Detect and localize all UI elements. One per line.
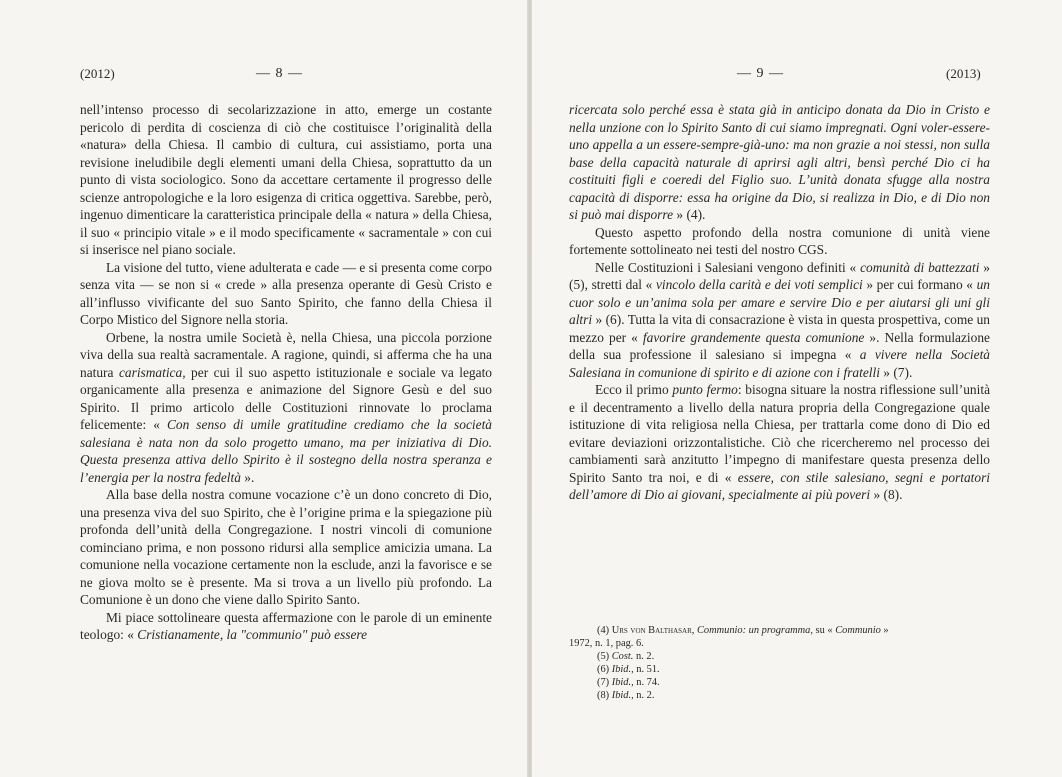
paragraph	[569, 101, 990, 224]
text-run: Orbene, la nostra umile Società è, nella Chiesa, una piccola porzione viva della sua realtà sacramentale. A ragione, quindi, si afferma che ha una natura	[80, 329, 492, 380]
italic-text-run: essere, con stile salesiano, segni e portatori dell’amore di Dio ai giovani, specialmente ai più poveri	[569, 469, 991, 502]
italic-text-run: Cristianamente, la "communio" può essere	[137, 627, 368, 642]
text-run: La visione del tutto, viene adulterata e cade — e si presenta come corpo senza vita — se non si « crede » alla presenza operante di Gesù Cristo e all’influsso vivificante del suo Santo Spirito, che fanno della Chiesa il Corpo Mistico del Signore nella storia.	[80, 259, 492, 327]
text-run: » (7).	[879, 364, 913, 380]
right-page-body	[569, 101, 990, 504]
text-run: » (6). Tutta la vita di consacrazione è vista in questa prospettiva, come un mezzo per «	[569, 312, 990, 345]
paragraph	[80, 259, 492, 329]
footnote: (6) Ibid., n. 51.	[597, 664, 660, 675]
footnote: (5) Cost. n. 2.	[597, 651, 655, 662]
left-page-number: — 8 —	[256, 66, 303, 81]
italic-text-run: favorire grandemente questa comunione	[642, 329, 865, 345]
text-run: per cui il suo aspetto istituzionale e sociale va legato organicamente alla presenza e animazione del Signore Gesù e del suo Spirito. Il primo articolo delle Costituzioni rinnovate lo proclama felicemente: «	[80, 364, 492, 432]
italic-text-run: comunità di battezzati	[860, 259, 980, 275]
italic-text-run: punto fermo	[672, 382, 738, 397]
italic-text-run: carismatica,	[118, 364, 186, 380]
paragraph	[80, 486, 492, 609]
text-run: Questo aspetto profondo della nostra comunione di unità viene fortemente sottolineato nei testi del nostro CGS.	[569, 224, 990, 257]
italic-text-run: ricercata solo perché essa è stata già in anticipo donata da Dio in Cristo e nella unzione con lo Spirito Santo di cui siamo impregnati. Ogni voler-essere-uno appella a un essere-sempre-già-uno: ma non grazie a noi stessi, non sulla base della capacità naturale di aprirsi agli altri, bensì perché Dio ci ha costituiti figli e coeredi del Figlio suo. L’unità donata sfugge alla nostra capacità di disporre: essa ha origine da Dio, si realizza in Dio, e di Dio non si può mai disporre	[569, 102, 990, 222]
text-run: » per cui formano «	[862, 277, 977, 292]
right-page-year: (2013)	[946, 66, 981, 81]
footnote: (7) Ibid., n. 74.	[597, 677, 660, 688]
text-run: Mi piace sottolineare questa affermazione con le parole di un eminente teologo: «	[80, 609, 492, 642]
footnotes	[569, 624, 990, 702]
paragraph	[80, 101, 492, 259]
text-run: ». Nella formulazione della sua professione il salesiano si impegna «	[569, 329, 990, 362]
footnote: (8) Ibid., n. 2.	[597, 690, 655, 701]
left-page	[0, 0, 529, 777]
paragraph	[80, 329, 492, 487]
right-page-number: — 9 —	[737, 66, 784, 81]
text-run: Alla base della nostra comune vocazione c’è un dono concreto di Dio, una presenza viva del suo Spirito, che è l’origine prima e la spiegazione più profonda dell’unità della Congregazione. I nostri vincoli di comunione cominciano prima, e non possono ridursi alla semplice amicizia umana. La comunione nella vocazione certamente non la esclude, anzi la favorisce e se ne giova molto se è presente. Ma si trova a un livello più profondo. La Comunione è un dono che viene dallo Spirito Santo.	[80, 487, 492, 607]
paragraph	[80, 609, 492, 644]
text-run: » (4).	[673, 207, 706, 222]
paragraph	[569, 224, 990, 259]
text-run: ».	[240, 469, 255, 485]
text-run: » (5), stretti dal «	[569, 259, 991, 292]
right-page	[531, 0, 1062, 777]
text-run: : bisogna situare la nostra riflessione sull’unità e il decentramento a livello della natura propria della Congregazione quale istituzione di vita religiosa nella Chiesa, per trattarla come dono di Dio ed evitare deviazioni orizzontalistiche. Ciò che ricercheremo nel processo dei cambiamenti sarà anzitutto l’impegno di manifestare questa presenza dello Spirito Santo tra noi, e di «	[569, 382, 991, 485]
paragraph	[569, 381, 990, 504]
text-run: Nelle Costituzioni i Salesiani vengono definiti «	[595, 259, 861, 275]
text-run: nell’intenso processo di secolarizzazione in atto, emerge un costante pericolo di perdita di coscienza di ciò che costituisce l’originalità della «natura» della Chiesa. Il cambio di cultura, cui assistiamo, porta una revisione ineludibile degli elementi umani della Chiesa, soprattutto da un punto di vista sociologico. Sono da accettare certamente il progresso delle scienze antropologiche e la loro esigenza di critica oggettiva. Sarebbe, però, ingenuo dimenticare la caratteristica principale della « natura » della Chiesa, il suo « principio vitale » e il modo specificamente « sacramentale » con cui si inserisce nel piano sociale.	[80, 102, 492, 257]
italic-text-run: a vivere nella Società Salesiana in comunione di spirito e di azione con i fratelli	[569, 347, 990, 380]
footnote: (4) Urs von Balthasar, Communio: un programma, su « Communio » 1972, n. 1, pag. 6.	[569, 625, 889, 649]
left-page-year: (2012)	[80, 66, 115, 81]
italic-text-run: vincolo della carità e dei voti semplici	[655, 277, 863, 292]
text-run: Ecco il primo	[595, 382, 673, 397]
italic-text-run: Con senso di umile gratitudine crediamo che la società salesiana è nata non da solo progetto umano, ma per iniziativa di Dio. Questa presenza attiva dello Spirito è il sostegno della nostra speranza e l’energia per la nostra fedeltà	[80, 417, 492, 485]
paragraph	[569, 259, 990, 382]
italic-text-run: un cuor solo e un’anima sola per amare e servire Dio e per aiutarsi gli uni gli altri	[569, 277, 990, 327]
text-run: » (8).	[870, 487, 903, 502]
left-page-body	[80, 101, 492, 644]
